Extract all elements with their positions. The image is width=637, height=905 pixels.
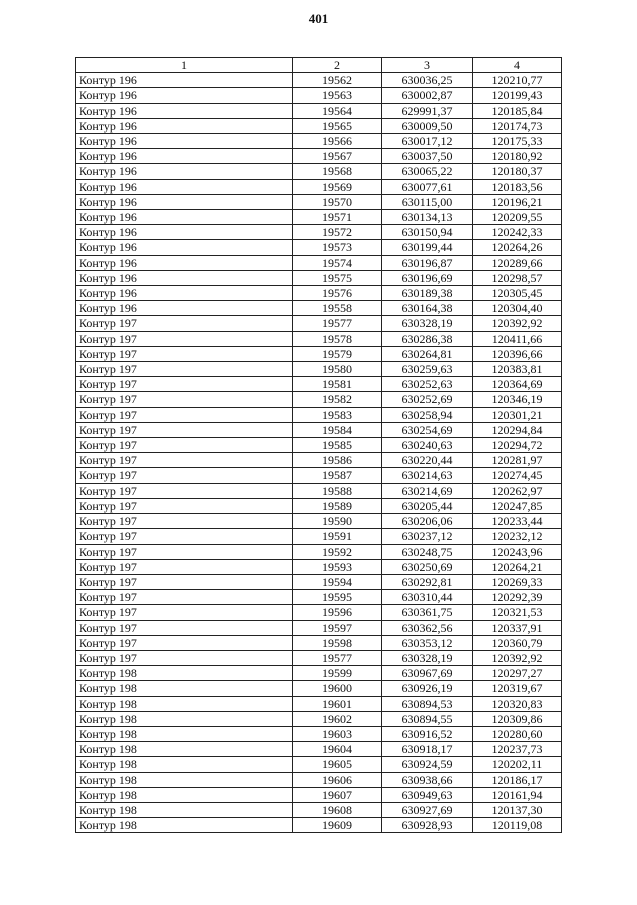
x-coordinate-cell: 630009,50 xyxy=(382,118,473,133)
x-coordinate-cell: 630248,75 xyxy=(382,544,473,559)
contour-name-cell: Контур 196 xyxy=(76,73,293,88)
y-coordinate-cell: 120337,91 xyxy=(473,620,562,635)
y-coordinate-cell: 120411,66 xyxy=(473,331,562,346)
x-coordinate-cell: 630214,63 xyxy=(382,468,473,483)
point-number-cell: 19598 xyxy=(293,635,382,650)
contour-name-cell: Контур 197 xyxy=(76,392,293,407)
contour-name-cell: Контур 198 xyxy=(76,757,293,772)
contour-name-cell: Контур 196 xyxy=(76,270,293,285)
table-row xyxy=(76,696,562,711)
x-coordinate-cell: 630134,13 xyxy=(382,210,473,225)
y-coordinate-cell: 120209,55 xyxy=(473,210,562,225)
table-row xyxy=(76,483,562,498)
contour-name-cell: Контур 196 xyxy=(76,210,293,225)
y-coordinate-cell: 120199,43 xyxy=(473,88,562,103)
contour-name-cell: Контур 197 xyxy=(76,529,293,544)
coordinates-table xyxy=(75,57,562,833)
table-row xyxy=(76,498,562,513)
x-coordinate-cell: 630328,19 xyxy=(382,650,473,665)
x-coordinate-cell: 630310,44 xyxy=(382,590,473,605)
y-coordinate-cell: 120281,97 xyxy=(473,453,562,468)
table-row xyxy=(76,270,562,285)
point-number-cell: 19594 xyxy=(293,574,382,589)
x-coordinate-cell: 630240,63 xyxy=(382,438,473,453)
x-coordinate-cell: 630259,63 xyxy=(382,362,473,377)
x-coordinate-cell: 630286,38 xyxy=(382,331,473,346)
contour-name-cell: Контур 198 xyxy=(76,681,293,696)
contour-name-cell: Контур 198 xyxy=(76,802,293,817)
contour-name-cell: Контур 198 xyxy=(76,711,293,726)
contour-name-cell: Контур 197 xyxy=(76,498,293,513)
point-number-cell: 19604 xyxy=(293,742,382,757)
y-coordinate-cell: 120301,21 xyxy=(473,407,562,422)
x-coordinate-cell: 630894,55 xyxy=(382,711,473,726)
y-coordinate-cell: 120183,56 xyxy=(473,179,562,194)
contour-name-cell: Контур 197 xyxy=(76,468,293,483)
y-coordinate-cell: 120392,92 xyxy=(473,650,562,665)
point-number-cell: 19608 xyxy=(293,802,382,817)
x-coordinate-cell: 630065,22 xyxy=(382,164,473,179)
point-number-cell: 19558 xyxy=(293,301,382,316)
y-coordinate-cell: 120264,21 xyxy=(473,559,562,574)
table-row xyxy=(76,802,562,817)
table-row xyxy=(76,681,562,696)
point-number-cell: 19601 xyxy=(293,696,382,711)
contour-name-cell: Контур 196 xyxy=(76,179,293,194)
y-coordinate-cell: 120292,39 xyxy=(473,590,562,605)
y-coordinate-cell: 120161,94 xyxy=(473,787,562,802)
point-number-cell: 19597 xyxy=(293,620,382,635)
table-row xyxy=(76,316,562,331)
table-row xyxy=(76,757,562,772)
x-coordinate-cell: 630237,12 xyxy=(382,529,473,544)
y-coordinate-cell: 120346,19 xyxy=(473,392,562,407)
contour-name-cell: Контур 196 xyxy=(76,301,293,316)
table-row xyxy=(76,574,562,589)
point-number-cell: 19568 xyxy=(293,164,382,179)
x-coordinate-cell: 630036,25 xyxy=(382,73,473,88)
point-number-cell: 19606 xyxy=(293,772,382,787)
column-header-4: 4 xyxy=(473,58,562,73)
table-row xyxy=(76,377,562,392)
contour-name-cell: Контур 196 xyxy=(76,255,293,270)
point-number-cell: 19567 xyxy=(293,149,382,164)
y-coordinate-cell: 120232,12 xyxy=(473,529,562,544)
y-coordinate-cell: 120237,73 xyxy=(473,742,562,757)
contour-name-cell: Контур 196 xyxy=(76,103,293,118)
x-coordinate-cell: 630353,12 xyxy=(382,635,473,650)
point-number-cell: 19566 xyxy=(293,134,382,149)
point-number-cell: 19578 xyxy=(293,331,382,346)
table-row xyxy=(76,407,562,422)
table-row xyxy=(76,392,562,407)
x-coordinate-cell: 630017,12 xyxy=(382,134,473,149)
table-row xyxy=(76,240,562,255)
contour-name-cell: Контур 197 xyxy=(76,438,293,453)
page-number: 401 xyxy=(308,11,329,26)
y-coordinate-cell: 120180,37 xyxy=(473,164,562,179)
table-row xyxy=(76,650,562,665)
table-row xyxy=(76,88,562,103)
contour-name-cell: Контур 196 xyxy=(76,286,293,301)
x-coordinate-cell: 630918,17 xyxy=(382,742,473,757)
y-coordinate-cell: 120174,73 xyxy=(473,118,562,133)
table-row xyxy=(76,529,562,544)
contour-name-cell: Контур 197 xyxy=(76,544,293,559)
contour-name-cell: Контур 197 xyxy=(76,605,293,620)
contour-name-cell: Контур 197 xyxy=(76,407,293,422)
table-row xyxy=(76,818,562,833)
point-number-cell: 19573 xyxy=(293,240,382,255)
contour-name-cell: Контур 197 xyxy=(76,620,293,635)
x-coordinate-cell: 630967,69 xyxy=(382,666,473,681)
contour-name-cell: Контур 197 xyxy=(76,635,293,650)
contour-name-cell: Контур 197 xyxy=(76,377,293,392)
point-number-cell: 19591 xyxy=(293,529,382,544)
contour-name-cell: Контур 197 xyxy=(76,483,293,498)
point-number-cell: 19571 xyxy=(293,210,382,225)
table-row xyxy=(76,118,562,133)
contour-name-cell: Контур 196 xyxy=(76,118,293,133)
point-number-cell: 19577 xyxy=(293,316,382,331)
y-coordinate-cell: 120274,45 xyxy=(473,468,562,483)
y-coordinate-cell: 120262,97 xyxy=(473,483,562,498)
y-coordinate-cell: 120321,53 xyxy=(473,605,562,620)
table-row xyxy=(76,605,562,620)
point-number-cell: 19593 xyxy=(293,559,382,574)
contour-name-cell: Контур 198 xyxy=(76,772,293,787)
table-row xyxy=(76,544,562,559)
y-coordinate-cell: 120137,30 xyxy=(473,802,562,817)
x-coordinate-cell: 630002,87 xyxy=(382,88,473,103)
table-row xyxy=(76,772,562,787)
y-coordinate-cell: 120280,60 xyxy=(473,726,562,741)
point-number-cell: 19575 xyxy=(293,270,382,285)
table-row xyxy=(76,590,562,605)
y-coordinate-cell: 120294,72 xyxy=(473,438,562,453)
table-row xyxy=(76,179,562,194)
table-row xyxy=(76,346,562,361)
x-coordinate-cell: 630254,69 xyxy=(382,422,473,437)
x-coordinate-cell: 630250,69 xyxy=(382,559,473,574)
table-row xyxy=(76,225,562,240)
contour-name-cell: Контур 197 xyxy=(76,514,293,529)
point-number-cell: 19590 xyxy=(293,514,382,529)
x-coordinate-cell: 630189,38 xyxy=(382,286,473,301)
table-row xyxy=(76,711,562,726)
x-coordinate-cell: 630196,69 xyxy=(382,270,473,285)
contour-name-cell: Контур 196 xyxy=(76,225,293,240)
point-number-cell: 19582 xyxy=(293,392,382,407)
contour-name-cell: Контур 196 xyxy=(76,164,293,179)
point-number-cell: 19603 xyxy=(293,726,382,741)
y-coordinate-cell: 120392,92 xyxy=(473,316,562,331)
y-coordinate-cell: 120360,79 xyxy=(473,635,562,650)
x-coordinate-cell: 630928,93 xyxy=(382,818,473,833)
x-coordinate-cell: 630938,66 xyxy=(382,772,473,787)
point-number-cell: 19609 xyxy=(293,818,382,833)
point-number-cell: 19563 xyxy=(293,88,382,103)
y-coordinate-cell: 120304,40 xyxy=(473,301,562,316)
y-coordinate-cell: 120289,66 xyxy=(473,255,562,270)
x-coordinate-cell: 630328,19 xyxy=(382,316,473,331)
x-coordinate-cell: 630206,06 xyxy=(382,514,473,529)
point-number-cell: 19581 xyxy=(293,377,382,392)
x-coordinate-cell: 630916,52 xyxy=(382,726,473,741)
point-number-cell: 19585 xyxy=(293,438,382,453)
point-number-cell: 19589 xyxy=(293,498,382,513)
x-coordinate-cell: 630037,50 xyxy=(382,149,473,164)
contour-name-cell: Контур 197 xyxy=(76,453,293,468)
point-number-cell: 19562 xyxy=(293,73,382,88)
table-row xyxy=(76,362,562,377)
table-row xyxy=(76,301,562,316)
x-coordinate-cell: 630924,59 xyxy=(382,757,473,772)
x-coordinate-cell: 630949,63 xyxy=(382,787,473,802)
y-coordinate-cell: 120210,77 xyxy=(473,73,562,88)
point-number-cell: 19586 xyxy=(293,453,382,468)
x-coordinate-cell: 629991,37 xyxy=(382,103,473,118)
point-number-cell: 19605 xyxy=(293,757,382,772)
x-coordinate-cell: 630115,00 xyxy=(382,194,473,209)
point-number-cell: 19583 xyxy=(293,407,382,422)
y-coordinate-cell: 120383,81 xyxy=(473,362,562,377)
x-coordinate-cell: 630164,38 xyxy=(382,301,473,316)
point-number-cell: 19584 xyxy=(293,422,382,437)
table-row xyxy=(76,134,562,149)
x-coordinate-cell: 630196,87 xyxy=(382,255,473,270)
point-number-cell: 19580 xyxy=(293,362,382,377)
y-coordinate-cell: 120119,08 xyxy=(473,818,562,833)
table-row xyxy=(76,164,562,179)
table-row xyxy=(76,73,562,88)
x-coordinate-cell: 630927,69 xyxy=(382,802,473,817)
contour-name-cell: Контур 196 xyxy=(76,240,293,255)
table-row xyxy=(76,149,562,164)
table-row xyxy=(76,787,562,802)
y-coordinate-cell: 120202,11 xyxy=(473,757,562,772)
x-coordinate-cell: 630205,44 xyxy=(382,498,473,513)
x-coordinate-cell: 630926,19 xyxy=(382,681,473,696)
contour-name-cell: Контур 197 xyxy=(76,346,293,361)
table-row xyxy=(76,620,562,635)
point-number-cell: 19570 xyxy=(293,194,382,209)
table-row xyxy=(76,422,562,437)
contour-name-cell: Контур 197 xyxy=(76,422,293,437)
table-row xyxy=(76,453,562,468)
table-header-row xyxy=(76,58,562,73)
point-number-cell: 19579 xyxy=(293,346,382,361)
y-coordinate-cell: 120264,26 xyxy=(473,240,562,255)
contour-name-cell: Контур 198 xyxy=(76,666,293,681)
y-coordinate-cell: 120233,44 xyxy=(473,514,562,529)
point-number-cell: 19596 xyxy=(293,605,382,620)
point-number-cell: 19602 xyxy=(293,711,382,726)
table-row xyxy=(76,255,562,270)
y-coordinate-cell: 120319,67 xyxy=(473,681,562,696)
x-coordinate-cell: 630220,44 xyxy=(382,453,473,468)
y-coordinate-cell: 120180,92 xyxy=(473,149,562,164)
table-body xyxy=(76,73,562,833)
point-number-cell: 19572 xyxy=(293,225,382,240)
y-coordinate-cell: 120175,33 xyxy=(473,134,562,149)
contour-name-cell: Контур 196 xyxy=(76,88,293,103)
point-number-cell: 19574 xyxy=(293,255,382,270)
table-row xyxy=(76,194,562,209)
x-coordinate-cell: 630252,69 xyxy=(382,392,473,407)
y-coordinate-cell: 120269,33 xyxy=(473,574,562,589)
contour-name-cell: Контур 197 xyxy=(76,316,293,331)
contour-name-cell: Контур 196 xyxy=(76,194,293,209)
y-coordinate-cell: 120396,66 xyxy=(473,346,562,361)
table-row xyxy=(76,726,562,741)
contour-name-cell: Контур 197 xyxy=(76,559,293,574)
x-coordinate-cell: 630150,94 xyxy=(382,225,473,240)
contour-name-cell: Контур 198 xyxy=(76,696,293,711)
y-coordinate-cell: 120243,96 xyxy=(473,544,562,559)
table-row xyxy=(76,331,562,346)
table-row xyxy=(76,635,562,650)
contour-name-cell: Контур 198 xyxy=(76,742,293,757)
x-coordinate-cell: 630362,56 xyxy=(382,620,473,635)
x-coordinate-cell: 630214,69 xyxy=(382,483,473,498)
contour-name-cell: Контур 198 xyxy=(76,818,293,833)
column-header-2: 2 xyxy=(293,58,382,73)
contour-name-cell: Контур 198 xyxy=(76,726,293,741)
point-number-cell: 19600 xyxy=(293,681,382,696)
column-header-1: 1 xyxy=(76,58,293,73)
x-coordinate-cell: 630361,75 xyxy=(382,605,473,620)
column-header-3: 3 xyxy=(382,58,473,73)
point-number-cell: 19587 xyxy=(293,468,382,483)
x-coordinate-cell: 630199,44 xyxy=(382,240,473,255)
table-row xyxy=(76,559,562,574)
point-number-cell: 19564 xyxy=(293,103,382,118)
table-row xyxy=(76,286,562,301)
y-coordinate-cell: 120294,84 xyxy=(473,422,562,437)
table-row xyxy=(76,468,562,483)
x-coordinate-cell: 630894,53 xyxy=(382,696,473,711)
point-number-cell: 19595 xyxy=(293,590,382,605)
point-number-cell: 19576 xyxy=(293,286,382,301)
y-coordinate-cell: 120320,83 xyxy=(473,696,562,711)
point-number-cell: 19588 xyxy=(293,483,382,498)
contour-name-cell: Контур 197 xyxy=(76,574,293,589)
y-coordinate-cell: 120305,45 xyxy=(473,286,562,301)
point-number-cell: 19592 xyxy=(293,544,382,559)
table-row xyxy=(76,666,562,681)
y-coordinate-cell: 120186,17 xyxy=(473,772,562,787)
y-coordinate-cell: 120247,85 xyxy=(473,498,562,513)
table-row xyxy=(76,742,562,757)
y-coordinate-cell: 120196,21 xyxy=(473,194,562,209)
contour-name-cell: Контур 198 xyxy=(76,787,293,802)
y-coordinate-cell: 120297,27 xyxy=(473,666,562,681)
contour-name-cell: Контур 196 xyxy=(76,134,293,149)
contour-name-cell: Контур 197 xyxy=(76,331,293,346)
point-number-cell: 19599 xyxy=(293,666,382,681)
table-row xyxy=(76,210,562,225)
table-row xyxy=(76,103,562,118)
contour-name-cell: Контур 196 xyxy=(76,149,293,164)
point-number-cell: 19565 xyxy=(293,118,382,133)
contour-name-cell: Контур 197 xyxy=(76,362,293,377)
x-coordinate-cell: 630258,94 xyxy=(382,407,473,422)
table-row xyxy=(76,514,562,529)
x-coordinate-cell: 630292,81 xyxy=(382,574,473,589)
table-row xyxy=(76,438,562,453)
x-coordinate-cell: 630264,81 xyxy=(382,346,473,361)
x-coordinate-cell: 630077,61 xyxy=(382,179,473,194)
contour-name-cell: Контур 197 xyxy=(76,590,293,605)
point-number-cell: 19569 xyxy=(293,179,382,194)
contour-name-cell: Контур 197 xyxy=(76,650,293,665)
y-coordinate-cell: 120309,86 xyxy=(473,711,562,726)
y-coordinate-cell: 120185,84 xyxy=(473,103,562,118)
y-coordinate-cell: 120242,33 xyxy=(473,225,562,240)
point-number-cell: 19607 xyxy=(293,787,382,802)
y-coordinate-cell: 120298,57 xyxy=(473,270,562,285)
point-number-cell: 19577 xyxy=(293,650,382,665)
y-coordinate-cell: 120364,69 xyxy=(473,377,562,392)
x-coordinate-cell: 630252,63 xyxy=(382,377,473,392)
